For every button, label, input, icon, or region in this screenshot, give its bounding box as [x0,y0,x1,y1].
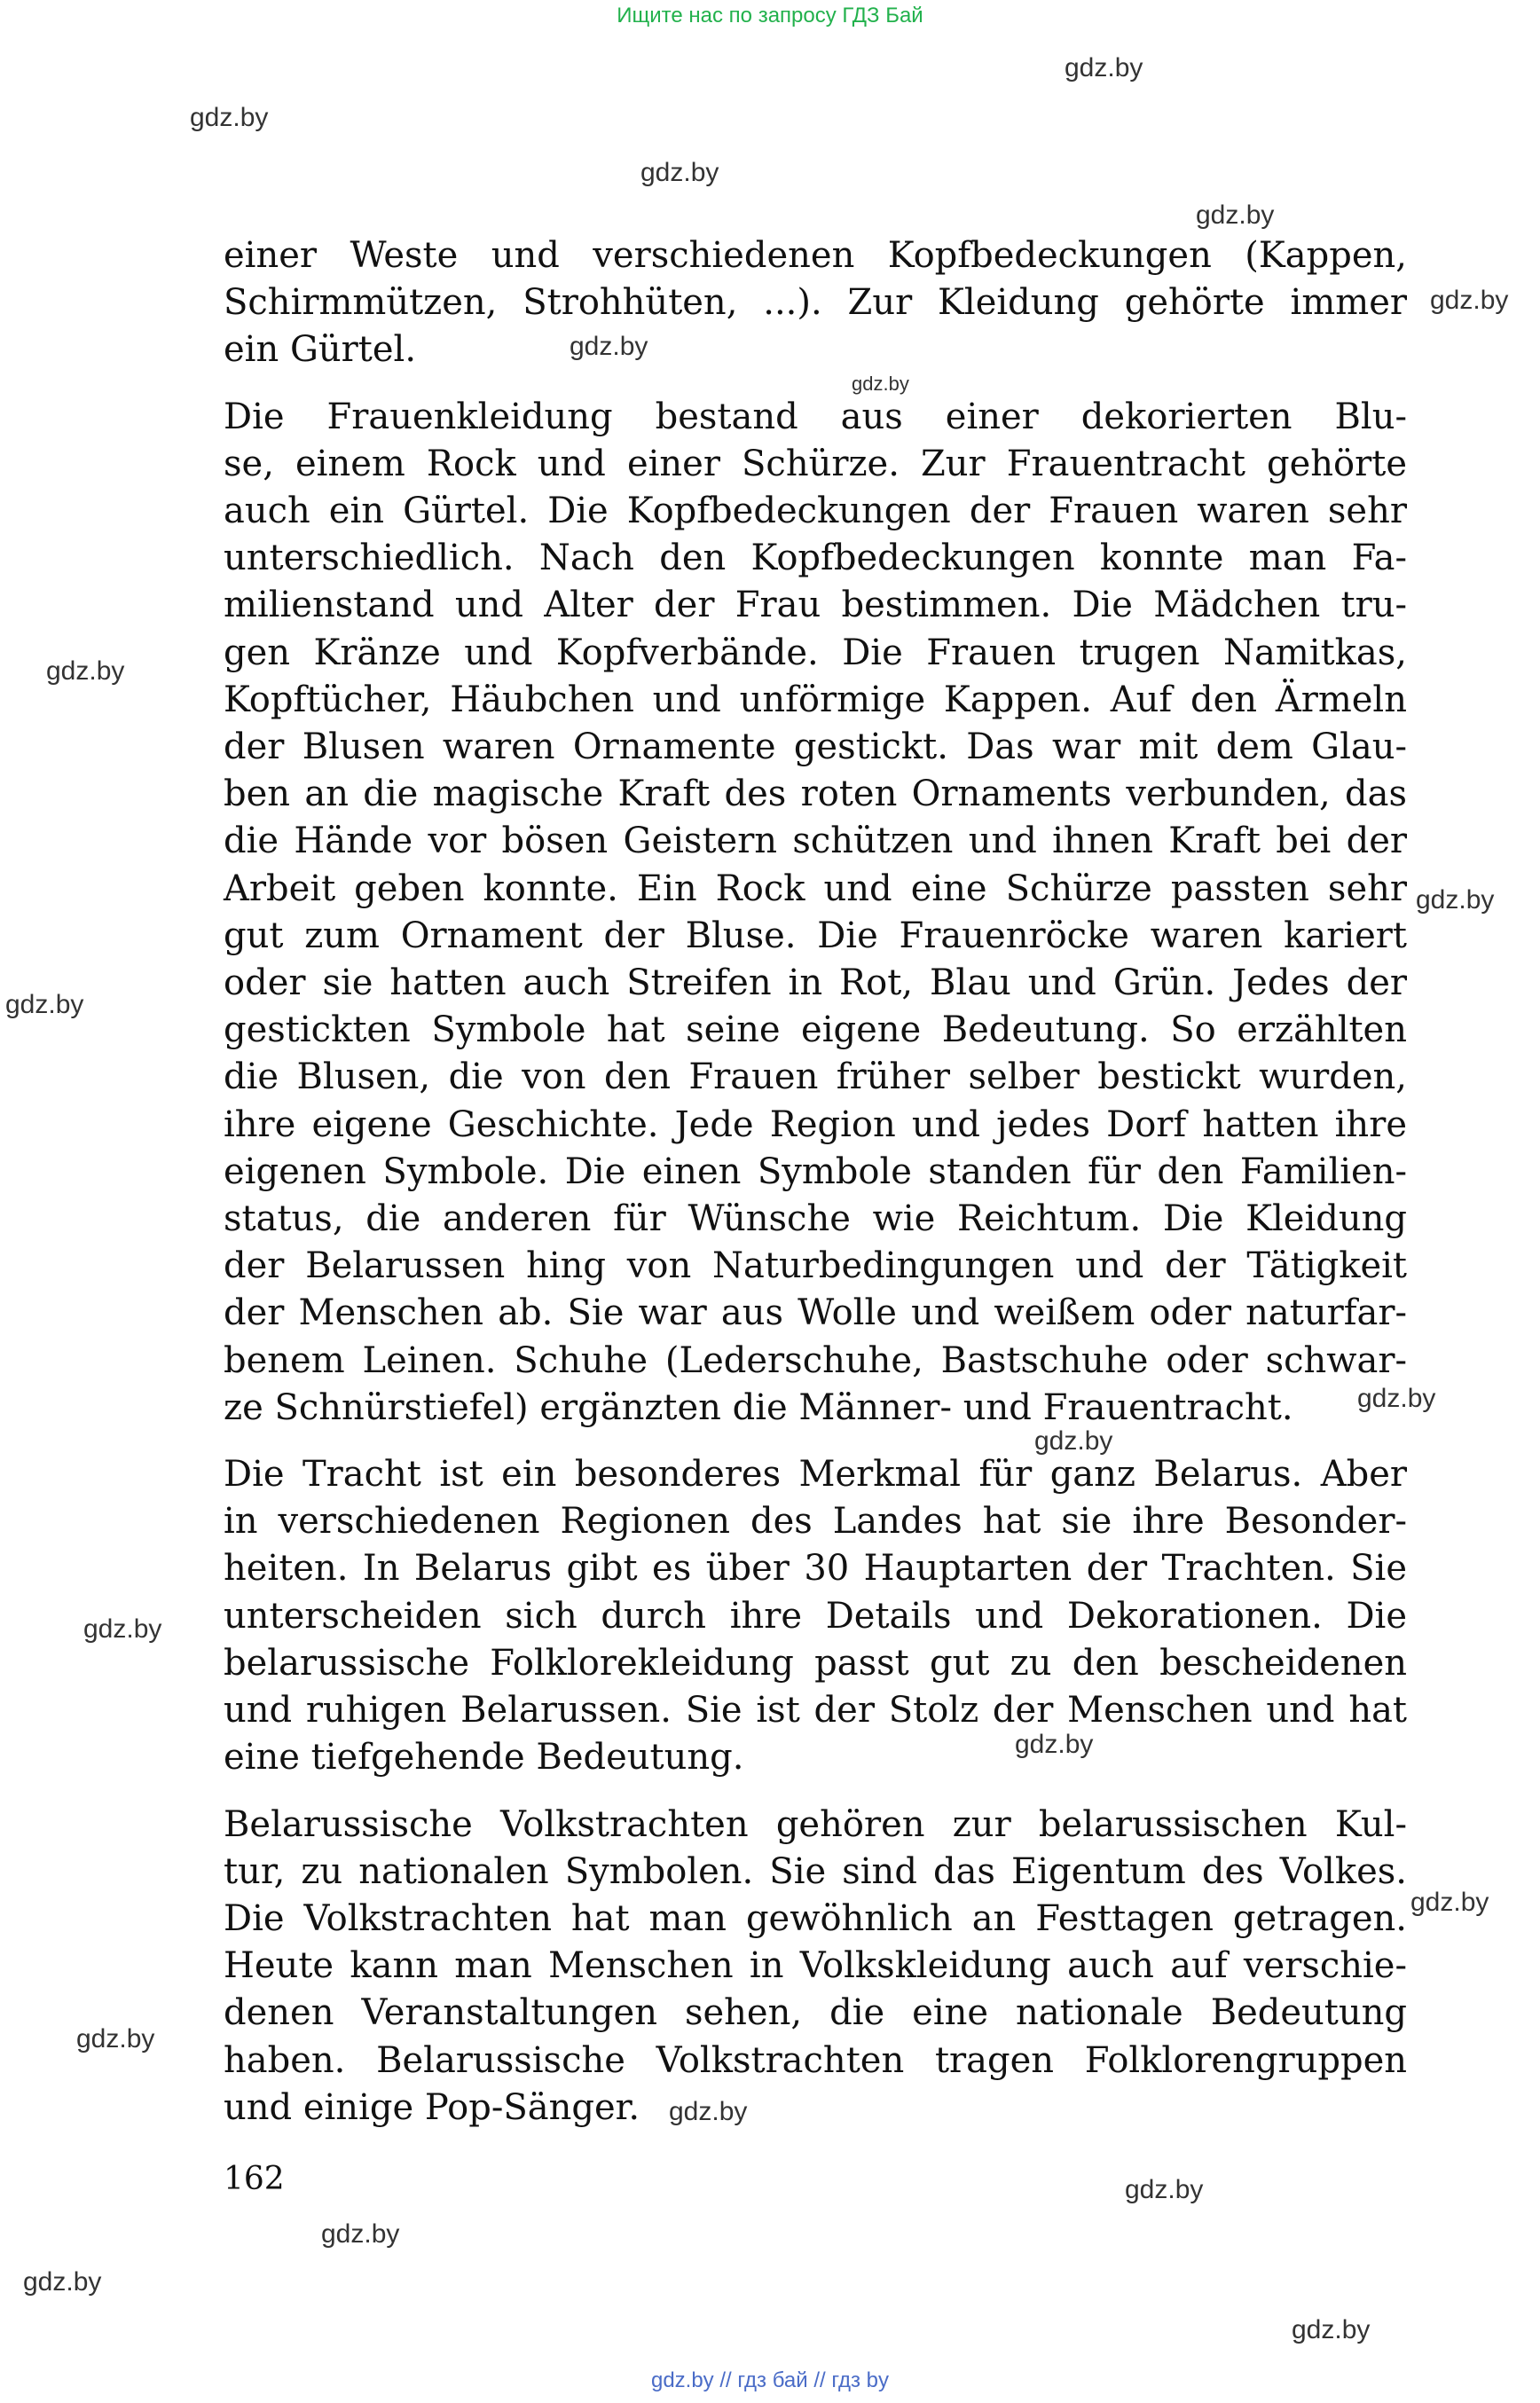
watermark: gdz.by [1430,286,1509,315]
text-line: der Blusen waren Ornamente gestickt. Das war mit dem Glau- [224,726,1407,768]
watermark: gdz.by [852,373,909,395]
text-line: denen Veranstaltungen sehen, die eine nationale Bedeutung [224,1992,1407,2034]
text-line: Belarussische Volkstrachten gehören zur belarussischen Kul- [224,1803,1407,1845]
text-line: Die Tracht ist ein besonderes Merkmal für ganz Belarus. Aber [224,1454,1407,1496]
text-line: ben an die magische Kraft des roten Ornaments verbunden, das [224,774,1407,815]
text-line: der Belarussen hing von Naturbedingungen und der Tätigkeit [224,1245,1407,1287]
text-line: unterscheiden sich durch ihre Details und Dekorationen. Die [224,1595,1407,1637]
text-line: der Menschen ab. Sie war aus Wolle und weißem oder naturfar- [224,1292,1407,1334]
text-line: status, die anderen für Wünsche wie Reichtum. Die Kleidung [224,1198,1407,1240]
top-banner: Ищите нас по запросу ГДЗ Бай [617,4,923,27]
text-line: die Blusen, die von den Frauen früher selber bestickt wurden, [224,1056,1407,1098]
text-line: se, einem Rock und einer Schürze. Zur Frauentracht gehörte [224,443,1407,484]
text-line: und einige Pop-Sänger. [224,2086,640,2128]
watermark: gdz.by [76,2024,155,2054]
paragraph [224,232,1407,374]
text-line: ze Schnürstiefel) ergänzten die Männer- und Frauentracht. [224,1386,1293,1428]
page-number: 162 [224,2161,285,2197]
paragraph [224,1802,1407,2132]
watermark: gdz.by [1410,1888,1489,1917]
text-line: ein Gürtel. [224,329,417,371]
text-line: tur, zu nationalen Symbolen. Sie sind das Eigentum des Volkes. [224,1850,1407,1892]
text-line: Kopftücher, Häubchen und unförmige Kappen. Auf den Ärmeln [224,679,1407,720]
text-line: eine tiefgehende Bedeutung. [224,1737,744,1779]
watermark: gdz.by [1065,53,1143,82]
text-line: unterschiedlich. Nach den Kopfbedeckungen konnte man Fa- [224,538,1407,579]
text-line: die Hände vor bösen Geistern schützen und ihnen Kraft bei der [224,821,1407,862]
text-line: gestickten Symbole hat seine eigene Bedeutung. So erzählten [224,1009,1407,1051]
text-line: Schirmmützen, Strohhüten, ...). Zur Kleidung gehörte immer [224,282,1407,324]
bottom-banner: gdz.by // гдз бай // гдз by [650,2368,890,2392]
watermark: gdz.by [570,332,648,361]
paragraph [224,1451,1407,1781]
watermark: gdz.by [83,1614,162,1644]
text-line: auch ein Gürtel. Die Kopfbedeckungen der Frauen waren sehr [224,491,1407,532]
watermark: gdz.by [23,2267,102,2297]
text-line: haben. Belarussische Volkstrachten tragen Folklorengruppen [224,2039,1407,2081]
text-line: gut zum Ornament der Bluse. Die Frauenröcke waren kariert [224,915,1407,956]
watermark: gdz.by [640,158,719,187]
text-line: in verschiedenen Regionen des Landes hat sie ihre Besonder- [224,1501,1407,1543]
text-line: oder sie hatten auch Streifen in Rot, Blau und Grün. Jedes der [224,962,1407,1004]
text-line: benem Leinen. Schuhe (Lederschuhe, Bastschuhe oder schwar- [224,1339,1407,1381]
text-line: milienstand und Alter der Frau bestimmen. Die Mädchen tru- [224,585,1407,626]
watermark: gdz.by [1196,200,1275,230]
text-line: belarussische Folklorekleidung passt gut zu den bescheidenen [224,1642,1407,1684]
text-line: eigenen Symbole. Die einen Symbole standen für den Familien- [224,1150,1407,1192]
text-line: gen Kränze und Kopfverbände. Die Frauen trugen Namitkas, [224,632,1407,673]
watermark: gdz.by [5,990,84,1019]
watermark: gdz.by [1034,1426,1113,1456]
text-line: einer Weste und verschiedenen Kopfbedeckungen (Kappen, [224,235,1407,276]
paragraph [224,394,1407,1432]
text-line: ihre eigene Geschichte. Jede Region und jedes Dorf hatten ihre [224,1103,1407,1145]
watermark: gdz.by [321,2219,400,2249]
body-text [224,232,1407,2151]
watermark: gdz.by [1357,1384,1436,1413]
text-line: und ruhigen Belarussen. Sie ist der Stolz der Menschen und hat [224,1690,1407,1732]
watermark: gdz.by [1292,2315,1371,2344]
watermark: gdz.by [46,656,125,686]
watermark: gdz.by [1015,1730,1094,1759]
watermark: gdz.by [669,2097,748,2126]
text-line: heiten. In Belarus gibt es über 30 Hauptarten der Trachten. Sie [224,1548,1407,1590]
watermark: gdz.by [1125,2175,1204,2204]
watermark: gdz.by [1416,885,1495,915]
text-line: Arbeit geben konnte. Ein Rock und eine Schürze passten sehr [224,868,1407,909]
text-line: Die Frauenkleidung bestand aus einer dekorierten Blu- [224,396,1407,437]
watermark: gdz.by [190,103,269,132]
text-line: Heute kann man Menschen in Volkskleidung auch auf verschie- [224,1945,1407,1987]
text-line: Die Volkstrachten hat man gewöhnlich an Festtagen getragen. [224,1897,1407,1939]
